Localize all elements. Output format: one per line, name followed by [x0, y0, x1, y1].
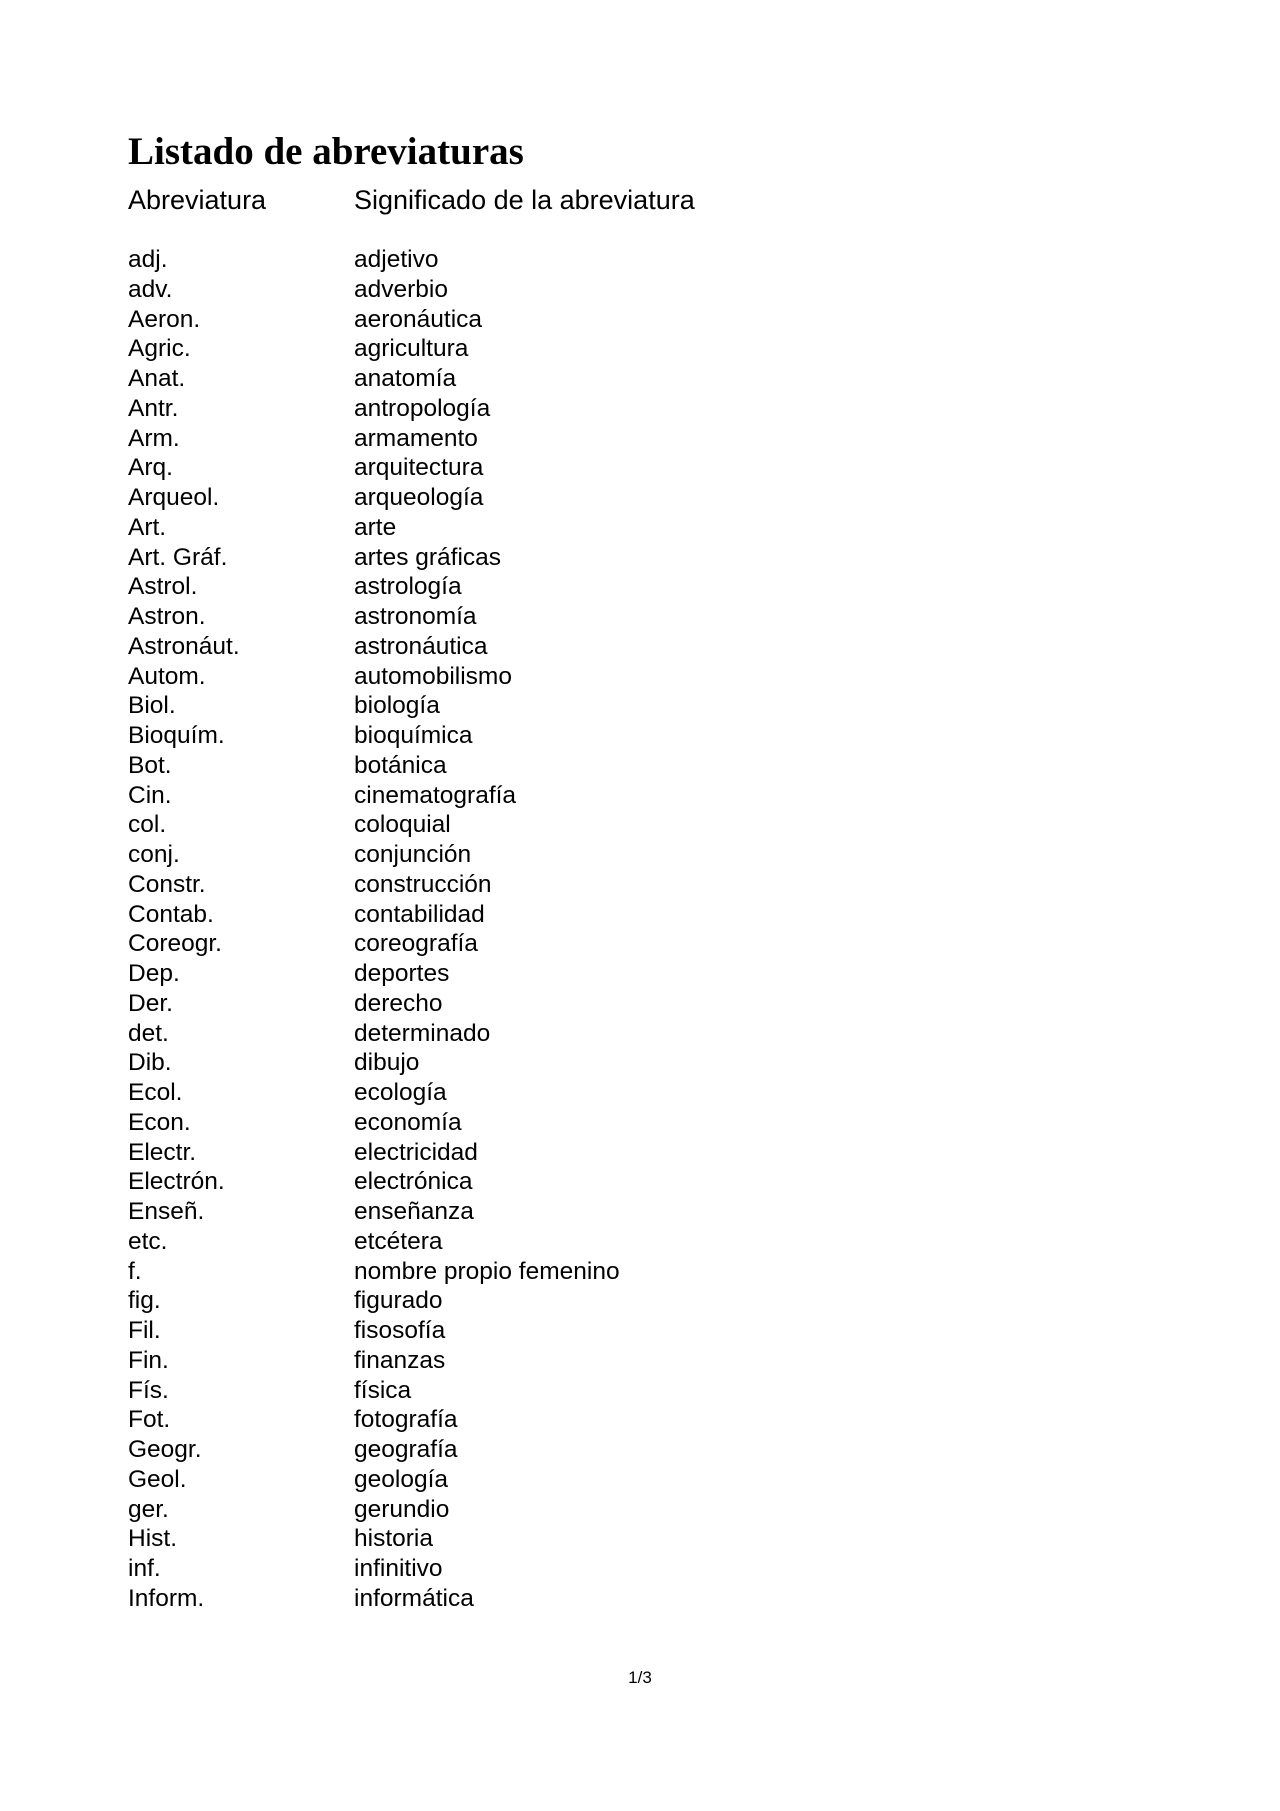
list-item — [128, 900, 1054, 930]
abbreviation-header: Abreviatura — [128, 185, 267, 215]
abbreviation-text: Der. — [128, 989, 173, 1017]
meaning-text: enseñanza — [354, 1198, 474, 1225]
list-item — [128, 1197, 1054, 1227]
meaning-text: bioquímica — [354, 722, 473, 749]
abbreviation-text: fig. — [128, 1287, 161, 1315]
meaning-text: artes gráficas — [354, 543, 502, 571]
meaning-text: ecología — [354, 1079, 447, 1106]
list-item — [128, 1078, 1054, 1108]
list-item — [128, 513, 1054, 543]
meaning-text: informática — [354, 1584, 474, 1612]
abbreviation-text: Enseñ. — [128, 1198, 205, 1225]
list-item — [128, 751, 1054, 781]
list-item — [128, 1227, 1054, 1257]
abbreviation-text: Fot. — [128, 1406, 171, 1434]
abbreviation-text: Contab. — [128, 900, 214, 928]
list-item — [128, 721, 1054, 751]
list-item — [128, 1316, 1054, 1346]
list-item — [128, 334, 1054, 364]
abbreviation-text: Ecol. — [128, 1079, 183, 1106]
list-item — [128, 840, 1054, 870]
abbreviation-text: Constr. — [128, 870, 206, 898]
meaning-text: aeronáutica — [354, 305, 483, 333]
abbreviation-text: Anat. — [128, 365, 186, 392]
meaning-text: biología — [354, 692, 440, 720]
abbreviation-text: Geogr. — [128, 1436, 202, 1463]
meaning-text: construcción — [354, 870, 492, 898]
list-item — [128, 870, 1054, 900]
list-item — [128, 959, 1054, 989]
abbreviation-text: Autom. — [128, 662, 206, 690]
list-item — [128, 245, 1054, 275]
list-item — [128, 1019, 1054, 1049]
column-headers — [128, 182, 1054, 218]
abbreviation-text: col. — [128, 811, 167, 839]
meaning-text: dibujo — [354, 1049, 420, 1077]
meaning-text: automobilismo — [354, 662, 512, 690]
list-item — [128, 1346, 1054, 1376]
meaning-text: contabilidad — [354, 900, 485, 928]
abbreviation-text: Biol. — [128, 692, 176, 720]
meaning-text: geología — [354, 1465, 449, 1493]
meaning-text: anatomía — [354, 365, 457, 392]
meaning-header: Significado de la abreviatura — [354, 185, 695, 215]
list-item — [128, 632, 1054, 662]
meaning-text: arte — [354, 513, 397, 541]
meaning-text: electricidad — [354, 1138, 478, 1166]
meaning-text: arquitectura — [354, 454, 484, 482]
abbreviation-text: Astrol. — [128, 573, 198, 601]
list-item — [128, 602, 1054, 632]
abbreviation-text: Arqueol. — [128, 484, 220, 511]
meaning-text: armamento — [354, 424, 478, 452]
list-item — [128, 483, 1054, 513]
abbreviation-text: f. — [128, 1257, 142, 1285]
list-item — [128, 1108, 1054, 1138]
meaning-text: etcétera — [354, 1227, 443, 1255]
meaning-text: fotografía — [354, 1406, 458, 1434]
abbreviation-text: Astronáut. — [128, 632, 240, 660]
list-item — [128, 572, 1054, 602]
meaning-text: astronáutica — [354, 632, 488, 660]
abbreviation-text: Hist. — [128, 1525, 177, 1553]
meaning-text: coreografía — [354, 930, 478, 958]
abbreviation-text: Fin. — [128, 1346, 169, 1374]
list-item — [128, 305, 1054, 335]
list-item — [128, 1495, 1054, 1525]
abbreviation-text: Astron. — [128, 603, 206, 630]
list-item — [128, 364, 1054, 394]
meaning-text: conjunción — [354, 841, 472, 868]
abbreviation-text: Art. — [128, 513, 167, 541]
meaning-text: determinado — [354, 1019, 491, 1047]
list-item — [128, 929, 1054, 959]
page-number: 1/3 — [628, 1668, 652, 1687]
abbreviation-text: etc. — [128, 1227, 168, 1255]
abbreviation-text: Cin. — [128, 781, 172, 809]
list-item — [128, 543, 1054, 573]
meaning-text: deportes — [354, 960, 450, 987]
list-item — [128, 275, 1054, 305]
abbreviation-text: Dib. — [128, 1049, 172, 1077]
meaning-text: cinematografía — [354, 781, 517, 809]
abbreviation-text: Dep. — [128, 960, 180, 987]
abbreviation-text: Art. Gráf. — [128, 543, 228, 571]
meaning-text: gerundio — [354, 1495, 450, 1523]
list-item — [128, 1554, 1054, 1584]
meaning-text: economía — [354, 1108, 462, 1136]
meaning-text: fisosofía — [354, 1317, 446, 1344]
abbreviation-text: Arm. — [128, 424, 180, 452]
list-item — [128, 424, 1054, 454]
list-item — [128, 662, 1054, 692]
meaning-text: derecho — [354, 989, 443, 1017]
abbreviation-text: Fís. — [128, 1376, 169, 1404]
abbreviation-text: ger. — [128, 1495, 169, 1523]
list-item — [128, 781, 1054, 811]
list-item — [128, 1286, 1054, 1316]
abbreviation-text: Antr. — [128, 394, 179, 422]
meaning-text: adjetivo — [354, 246, 439, 273]
meaning-text: física — [354, 1376, 412, 1404]
meaning-text: adverbio — [354, 275, 448, 303]
list-item — [128, 1376, 1054, 1406]
meaning-text: infinitivo — [354, 1555, 443, 1582]
meaning-text: nombre propio femenino — [354, 1257, 620, 1285]
meaning-text: electrónica — [354, 1168, 473, 1196]
meaning-text: botánica — [354, 751, 447, 779]
abbreviation-text: det. — [128, 1019, 169, 1047]
list-item — [128, 810, 1054, 840]
abbreviation-text: Electr. — [128, 1138, 197, 1166]
page-title: Listado de abreviaturas — [128, 130, 524, 173]
list-item — [128, 691, 1054, 721]
abbreviation-text: Agric. — [128, 335, 191, 363]
meaning-text: agricultura — [354, 335, 469, 363]
list-item — [128, 989, 1054, 1019]
list-item — [128, 1524, 1054, 1554]
list-item — [128, 453, 1054, 483]
abbreviation-text: Coreogr. — [128, 930, 222, 958]
list-item — [128, 1048, 1054, 1078]
list-item — [128, 1138, 1054, 1168]
list-item — [128, 1167, 1054, 1197]
abbreviation-text: inf. — [128, 1555, 161, 1582]
abbreviation-text: Arq. — [128, 454, 173, 482]
list-item — [128, 394, 1054, 424]
abbreviation-text: conj. — [128, 841, 180, 868]
meaning-text: geografía — [354, 1436, 458, 1463]
abbreviation-text: Fil. — [128, 1317, 161, 1344]
meaning-text: historia — [354, 1525, 433, 1553]
meaning-text: arqueología — [354, 484, 484, 511]
meaning-text: finanzas — [354, 1346, 446, 1374]
list-item — [128, 1465, 1054, 1495]
list-item — [128, 1257, 1054, 1287]
abbreviation-text: adv. — [128, 275, 173, 303]
abbreviation-text: adj. — [128, 246, 168, 273]
list-item — [128, 1584, 1054, 1614]
list-item — [128, 1435, 1054, 1465]
abbreviation-text: Aeron. — [128, 305, 201, 333]
abbreviation-text: Geol. — [128, 1465, 187, 1493]
abbreviation-text: Bot. — [128, 751, 172, 779]
meaning-text: figurado — [354, 1287, 443, 1315]
abbreviation-text: Electrón. — [128, 1168, 225, 1196]
abbreviation-text: Inform. — [128, 1584, 205, 1612]
abbreviation-text: Econ. — [128, 1108, 191, 1136]
meaning-text: astrología — [354, 573, 462, 601]
list-item — [128, 1405, 1054, 1435]
meaning-text: antropología — [354, 394, 491, 422]
abbreviation-list — [128, 245, 1054, 1614]
abbreviation-text: Bioquím. — [128, 722, 225, 749]
meaning-text: coloquial — [354, 811, 451, 839]
meaning-text: astronomía — [354, 603, 477, 630]
